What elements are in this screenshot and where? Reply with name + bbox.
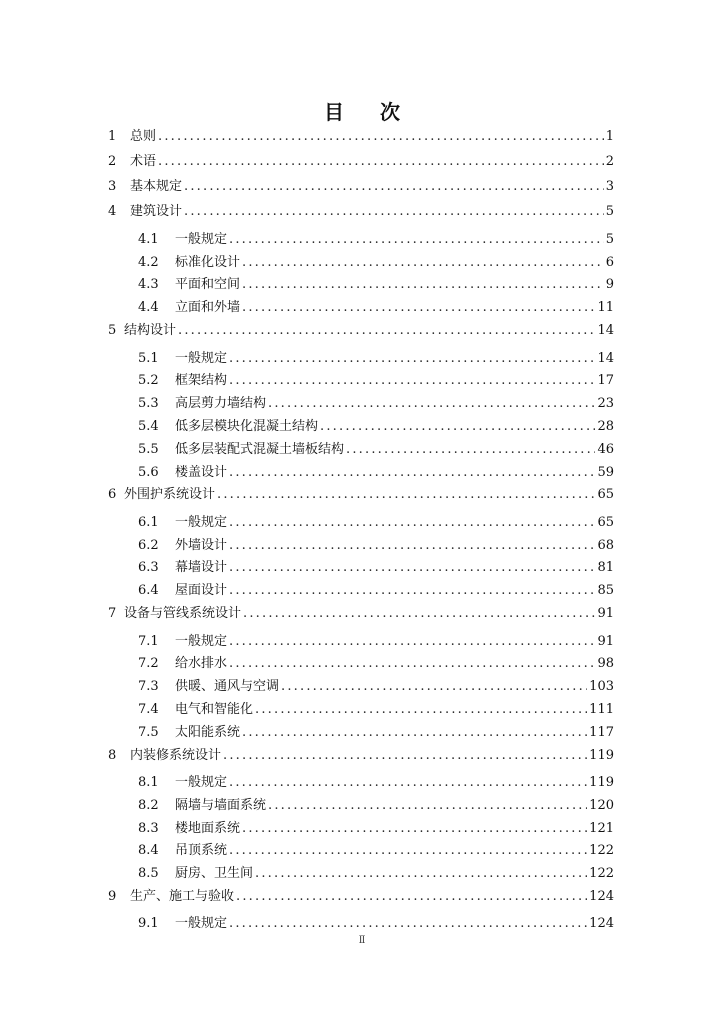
toc-subsection-entry[interactable] [108,913,614,935]
toc-section-entry[interactable] [108,603,614,625]
toc-subsection-entry[interactable] [108,653,614,675]
toc-entry-page-number: 28 [597,418,614,434]
toc-entry-label: 一般规定 [175,916,228,932]
dot-leader [242,297,595,319]
toc-entry-number: 5.5 [138,441,159,457]
toc-subsection-entry[interactable] [108,252,614,274]
toc-entry-number: 6.4 [138,583,159,599]
toc-entry-number: 5.1 [138,350,159,366]
dot-leader [158,126,604,148]
toc-entry-number: 5.4 [138,418,159,434]
toc-entry-label: 一般规定 [175,514,228,530]
toc-entry-label: 一般规定 [175,633,228,649]
dot-leader [184,176,604,198]
dot-leader [229,913,587,935]
toc-entry-label: 设备与管线系统设计 [124,606,242,622]
toc-entry-label: 一般规定 [175,775,228,790]
dot-leader [184,201,604,223]
dot-leader [242,722,587,744]
toc-subsection-entry[interactable] [108,795,614,817]
toc-entry-number: 9 [108,888,117,904]
toc-entry-page-number: 65 [597,514,614,530]
page-title [0,96,724,125]
dot-leader [229,348,595,370]
toc-entry-number: 4.4 [138,300,159,316]
toc-entry-page-number: 120 [589,797,614,813]
toc-entry-label: 外墙设计 [175,537,228,553]
dot-leader [229,840,587,862]
toc-entry-number: 8 [108,747,117,763]
toc-entry-page-number: 91 [597,633,614,649]
toc-section-entry[interactable] [108,151,614,173]
dot-leader [229,370,595,392]
toc-entry-label: 高层剪力墙结构 [175,396,267,412]
toc-entry-page-number: 119 [589,775,614,790]
dot-leader [236,886,587,908]
toc-entry-label: 生产、施工与验收 [130,888,235,904]
toc-subsection-entry[interactable] [108,676,614,698]
toc-entry-number: 6.1 [138,514,159,530]
toc-entry-label: 太阳能系统 [175,724,241,740]
toc-entry-number: 7.2 [138,656,159,672]
toc-entry-number: 4 [108,204,117,220]
toc-subsection-entry[interactable] [108,818,614,840]
toc-entry-label: 框架结构 [175,373,228,389]
toc-entry-label: 内装修系统设计 [130,747,222,763]
toc-entry-label: 给水排水 [175,656,228,672]
toc-entry-label: 低多层模块化混凝土结构 [175,418,319,434]
toc-entry-page-number: 23 [597,396,614,412]
toc-entry-label: 楼盖设计 [175,464,228,480]
toc-entry-number: 4.2 [138,254,159,270]
toc-entry-number: 7.3 [138,679,159,695]
toc-entry-label: 立面和外墙 [175,300,241,316]
dot-leader [229,631,595,653]
page-number-footer: Ⅱ [358,935,366,946]
toc-entry-page-number: 121 [589,820,614,836]
toc-entry-number: 4.3 [138,277,159,293]
toc-entry-number: 8.4 [138,843,159,859]
toc-subsection-entry[interactable] [108,439,614,461]
toc-entry-page-number: 85 [597,583,614,599]
toc-entry-page-number: 91 [597,606,614,622]
toc-entry-page-number: 46 [597,441,614,457]
toc-subsection-entry[interactable] [108,631,614,653]
toc-entry-number: 4.1 [138,231,159,247]
toc-entry-page-number: 5 [605,204,614,220]
title-char-1: 目 [324,100,344,124]
toc-entry-number: 7 [108,606,117,622]
toc-entry-label: 一般规定 [175,231,228,247]
toc-entry-page-number: 103 [589,679,614,695]
toc-subsection-entry[interactable] [108,393,614,415]
toc-entry-label: 低多层装配式混凝土墙板结构 [175,441,345,457]
toc-entry-number: 5.3 [138,396,159,412]
dot-leader [229,535,595,557]
toc-section-entry[interactable] [108,886,614,908]
toc-entry-number: 8.1 [138,775,159,790]
toc-section-entry[interactable] [108,484,614,506]
toc-entry-page-number: 65 [597,487,614,503]
toc-entry-page-number: 2 [605,153,614,169]
dot-leader [229,512,595,534]
toc-subsection-entry[interactable] [108,580,614,602]
toc-entry-number: 8.5 [138,866,159,882]
toc-entry-page-number: 124 [589,888,614,904]
dot-leader [255,699,587,721]
toc-entry-number: 9.1 [138,916,159,932]
toc-entry-label: 隔墙与墙面系统 [175,797,267,813]
toc-subsection-entry[interactable] [108,462,614,484]
toc-subsection-entry[interactable] [108,416,614,438]
toc-entry-number: 8.2 [138,797,159,813]
toc-entry-label: 一般规定 [175,350,228,366]
toc-entry-label: 供暖、通风与空调 [175,679,280,695]
dot-leader [223,745,587,767]
dot-leader [255,863,587,885]
toc-entry-number: 7.1 [138,633,159,649]
toc-subsection-entry[interactable] [108,229,614,251]
toc-subsection-entry[interactable] [108,370,614,392]
toc-entry-label: 平面和空间 [175,277,241,293]
toc-entry-label: 楼地面系统 [175,820,241,836]
toc-entry-number: 7.4 [138,701,159,717]
toc-section-entry[interactable] [108,320,614,342]
toc-entry-label: 屋面设计 [175,583,228,599]
toc-entry-label: 厨房、卫生间 [175,866,254,882]
toc-entry-page-number: 122 [589,866,614,882]
toc-entry-page-number: 5 [605,231,614,247]
title-char-2: 次 [380,100,400,124]
toc-entry-page-number: 68 [597,537,614,553]
toc-subsection-entry[interactable] [108,512,614,534]
dot-leader [229,229,604,251]
toc-subsection-entry[interactable] [108,297,614,319]
toc-entry-page-number: 11 [597,300,614,316]
toc-entry-number: 5 [108,323,117,339]
table-of-contents [108,125,614,935]
toc-entry-label: 术语 [130,153,157,169]
toc-entry-page-number: 1 [605,128,614,144]
dot-leader [229,772,587,794]
toc-section-entry[interactable] [108,201,614,223]
dot-leader [229,580,595,602]
toc-entry-page-number: 122 [589,843,614,859]
dot-leader [229,462,595,484]
toc-section-entry[interactable] [108,745,614,767]
toc-entry-number: 1 [108,128,117,144]
dot-leader [242,274,604,296]
toc-entry-label: 幕墙设计 [175,560,228,576]
toc-entry-page-number: 98 [597,656,614,672]
toc-entry-label: 基本规定 [130,179,183,195]
toc-entry-page-number: 124 [589,916,614,932]
dot-leader [268,393,595,415]
toc-subsection-entry[interactable] [108,348,614,370]
toc-entry-label: 标准化设计 [175,254,241,270]
toc-entry-number: 6.2 [138,537,159,553]
toc-entry-label: 外围护系统设计 [124,487,216,503]
toc-entry-number: 5.2 [138,373,159,389]
dot-leader [229,557,595,579]
toc-entry-page-number: 3 [605,179,614,195]
toc-entry-number: 5.6 [138,464,159,480]
toc-entry-page-number: 14 [597,350,614,366]
toc-subsection-entry[interactable] [108,863,614,885]
toc-entry-page-number: 17 [597,373,614,389]
dot-leader [242,252,604,274]
toc-entry-label: 吊顶系统 [175,843,228,859]
toc-section-entry[interactable] [108,126,614,148]
toc-entry-page-number: 14 [597,323,614,339]
toc-entry-number: 7.5 [138,724,159,740]
dot-leader [178,320,595,342]
toc-entry-number: 6.3 [138,560,159,576]
dot-leader [217,484,595,506]
toc-entry-page-number: 9 [605,277,614,293]
toc-entry-page-number: 117 [589,724,614,740]
toc-subsection-entry[interactable] [108,557,614,579]
toc-entry-number: 2 [108,153,117,169]
dot-leader [346,439,595,461]
dot-leader [158,151,604,173]
dot-leader [242,818,587,840]
toc-subsection-entry[interactable] [108,535,614,557]
toc-section-entry[interactable] [108,176,614,198]
toc-entry-number: 8.3 [138,820,159,836]
toc-entry-label: 建筑设计 [130,204,183,220]
toc-subsection-entry[interactable] [108,772,614,794]
dot-leader [243,603,595,625]
toc-entry-label: 结构设计 [124,323,177,339]
toc-entry-number: 6 [108,487,117,503]
toc-entry-page-number: 6 [605,254,614,270]
toc-entry-page-number: 119 [589,747,614,763]
dot-leader [281,676,587,698]
toc-entry-number: 3 [108,179,117,195]
toc-entry-page-number: 59 [597,464,614,480]
toc-subsection-entry[interactable] [108,274,614,296]
dot-leader [320,416,595,438]
toc-subsection-entry[interactable] [108,840,614,862]
dot-leader [268,795,587,817]
toc-entry-label: 总则 [130,128,157,144]
toc-subsection-entry[interactable] [108,722,614,744]
toc-entry-label: 电气和智能化 [175,701,254,717]
toc-subsection-entry[interactable] [108,699,614,721]
toc-entry-page-number: 111 [589,701,614,717]
dot-leader [229,653,595,675]
toc-entry-page-number: 81 [597,560,614,576]
